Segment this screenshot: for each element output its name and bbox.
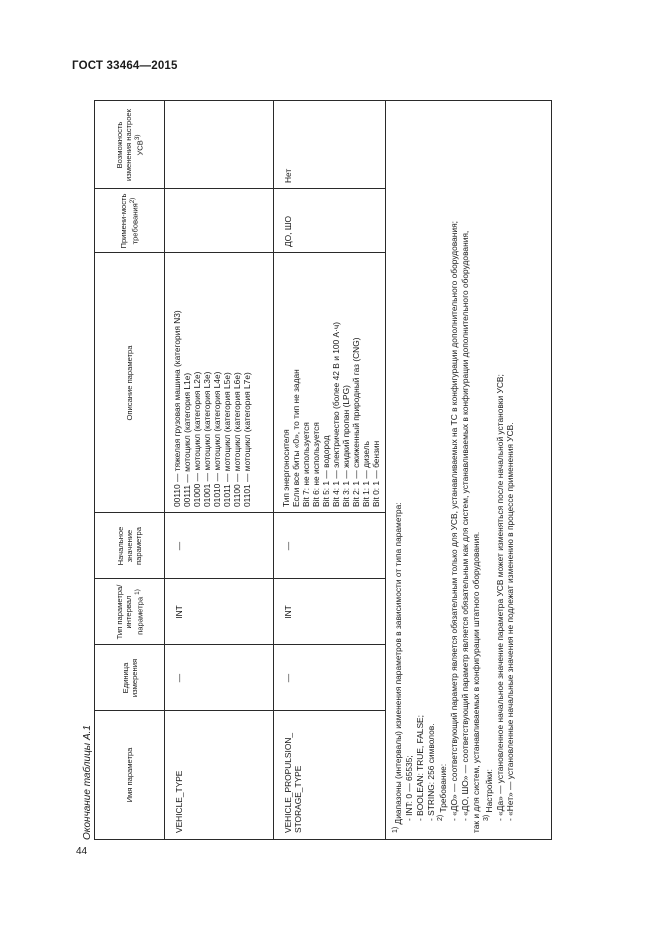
table-row-2-changeable: Нет (283, 168, 293, 183)
table-row-2-name: VEHICLE_PROPULSION_ STORAGE_TYPE (283, 732, 303, 833)
footnote-line: - «Нет» — установленные начальные значения не подлежат изменению в процессе применения УСВ. (505, 422, 516, 821)
column-header-description: Описание параметра (125, 345, 134, 421)
footnote-line: - INT: 0 — 65535; (403, 755, 414, 821)
table-row-1-description: 00110 — тяжелая грузовая машина (категория N3) 00111 — мотоцикл (категория L1e) 01000 — мотоцикл (категория L2e) 01001 — мотоцикл (категория L3e) 01010 — мотоцикл (категория L4e) 01011 — мотоцикл (категория L5e) 01100 — мотоцикл (категория L6e) 01101 — мотоцикл (категория L7e) (172, 310, 252, 507)
table-row-1-type: INT (174, 605, 184, 619)
footnote-line: - «ДО» — соответствующий параметр является обязательным только для УСВ, устанавливаемых на ТС в конфигурации дополнительного оборудования; (449, 221, 460, 821)
table-footnotes (391, 107, 516, 833)
table-row-1-applicability (164, 189, 174, 253)
footnote-line: - «Да» — установленное начальное значение параметра УСВ может изменяться после начальной установки УСВ; (494, 374, 505, 821)
footnote-line: - STRING: 256 символов. (425, 723, 436, 821)
footnote-line: - BOOLEAN: TRUE, FALSE; (414, 715, 425, 821)
table-row-2-unit: — (283, 673, 293, 683)
column-header-type: Тип параметра/ интервал параметра $^{1)}$ (114, 584, 145, 640)
table-row-1-changeable (164, 101, 174, 189)
table-row-2-applicability: ДО, ШО (283, 215, 293, 247)
table-row-1-initial: — (174, 541, 184, 551)
rotated-table-block (72, 100, 552, 840)
footnote-line: так и для систем, устанавливаемых в конфигурации штатного оборудования. (470, 531, 481, 833)
document-header: ГОСТ 33464—2015 (72, 60, 178, 72)
column-header-applicability: Примени-мость требования$^{2)}$ (119, 193, 140, 249)
column-header-changeable: Возможность изменения настроек УСВ$^{3)}$ (114, 109, 145, 181)
table-caption: Окончание таблицы А.1 (82, 725, 93, 840)
column-header-initial-value: Начальное значение параметра (116, 526, 143, 566)
footnote-divider (385, 101, 386, 839)
footnote-line: $^{3)}$ Настройки: (482, 769, 494, 821)
table-row-2-type: INT (283, 605, 293, 619)
page-number: 44 (76, 846, 88, 857)
table-row-2-description: Тип энергоносителя Если все биты «0», то тип не задан Bit 7: не используется Bit 6: не используется Bit 5: 1 — водород Bit 4: 1 — электричество (более 42 В и 100 А·ч) Bit 3: 1 — жидкий пропан (LPG) Bit 2: 1 — сжиженный природный газ (CNG) Bit 1: 1 — дизель Bit 0: 1 — бензин (281, 321, 381, 507)
table-row-1-name: VEHICLE_TYPE (174, 770, 184, 833)
footnote-line: - «ДО, ШО» — соответствующий параметр является обязательным как для систем, устанавливаемых в конфигурации дополнительного оборудования, (460, 230, 471, 821)
footnote-line: $^{1)}$ Диапазоны (интервалы) изменения параметров в зависимости от типа параметра: (392, 502, 403, 833)
column-header-name: Имя параметра (125, 747, 134, 803)
table-row-2-initial: — (283, 541, 293, 551)
column-header-unit: Единица измерения (120, 658, 139, 698)
footnote-line: $^{2)}$ Требование: (437, 763, 449, 821)
parameter-table (94, 100, 552, 840)
table-row-1-unit: — (174, 673, 184, 683)
